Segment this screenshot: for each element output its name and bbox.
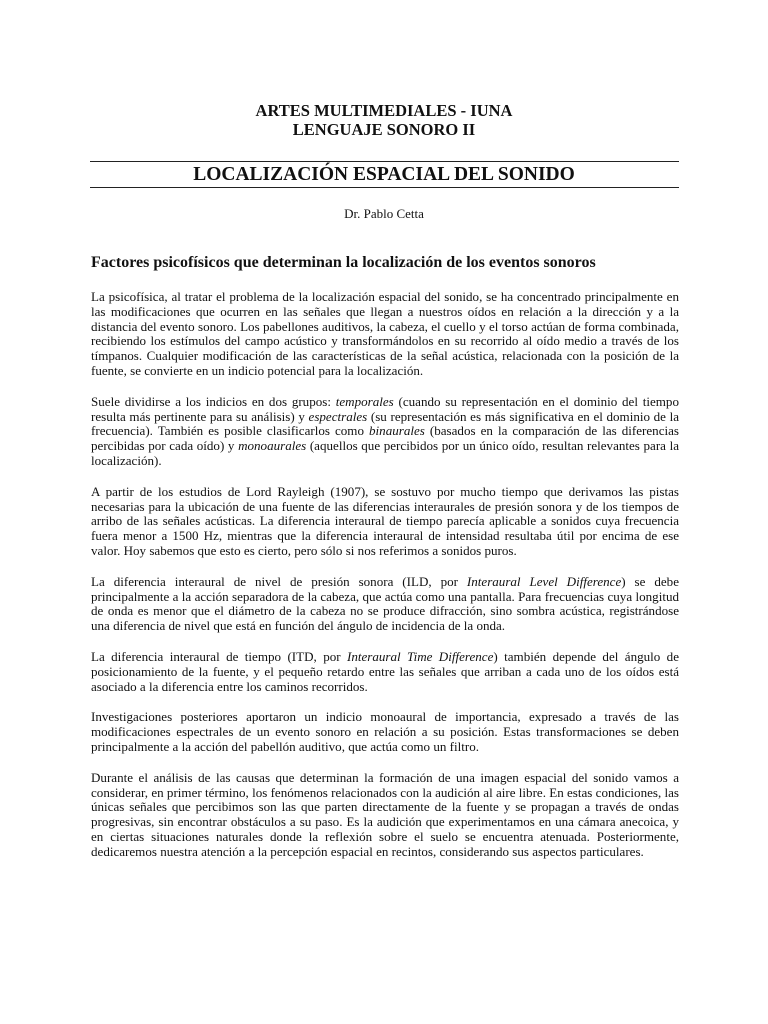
paragraph-2-text-c: (su representación es más significativa en el dominio de la frecuencia). También es posible clasificarlos como (91, 408, 680, 439)
paragraph-2-text-e: (aquellos que percibidos por un único oído, resultan relevantes para la localización). (91, 438, 679, 468)
paragraph-1: La psicofísica, al tratar el problema de la localización espacial del sonido, se ha concentrado principalmente en las modificaciones que ocurren en las señales que llegan a nuestros oídos en relación a la dirección y a la distancia del evento sonoro. Los pabellones auditivos, la cabeza, el cuello y el torso actúan de forma combinada, recibiendo los estímulos del campo acústico y transformándolos en su recorrido al oído medio a través de los tímpanos. Cualquier modificación de las características de la señal acústica, relacionada con la posición de la fuente, se convierte en un indicio potencial para la localización. (91, 289, 679, 378)
term-interaural-time-difference: Interaural Time Difference (347, 648, 494, 664)
paragraph-3: A partir de los estudios de Lord Rayleigh (1907), se sostuvo por mucho tiempo que derivamos las pistas necesarias para la ubicación de una fuente de las diferencias interaurales de presión sonora y de los tiempos de arribo de las señales acústicas. La diferencia interaural de tiempo parecía aplicable a sonidos cuya frecuencia fuera menor a 1500 Hz, mientras que la diferencia interaural de intensidad resultaba útil por encima de ese valor. Hoy sabemos que esto es cierto, pero sólo si nos referimos a sonidos puros. (91, 483, 679, 558)
document-author: Dr. Pablo Cetta (344, 206, 424, 221)
paragraph-4-text-a: La diferencia interaural de nivel de presión sonora (ILD, por (91, 573, 467, 589)
paragraph-7: Durante el análisis de las causas que determinan la formación de una imagen espacial del sonido vamos a considerar, en primer término, los fenómenos relacionados con la audición al aire libre. En estas condiciones, las únicas señales que percibimos son las que parten directamente de la fuente y se propagan a través de ondas progresivas, sin encontrar obstáculos a su paso. Es la audición que experimentamos en una cámara anecoica, y en ciertas situaciones naturales donde la reflexión sobre el suelo se encuentra atenuada. Posteriormente, dedicaremos nuestra atención a la percepción espacial en recintos, considerando sus aspectos particulares. (91, 769, 679, 859)
paragraph-2-text-d: (basados en la comparación de las diferencias percibidas por cada oído) y (91, 423, 679, 454)
title-rule-top (90, 161, 679, 162)
term-binaurales: binaurales (369, 423, 425, 439)
document-header (0, 101, 768, 139)
paragraph-2-text-a: Suele dividirse a los indicios en dos grupos: (91, 393, 336, 409)
paragraph-5-text-b: ) también depende del ángulo de posicionamiento de la fuente, y el pequeño retardo entre las señales que arriban a cada uno de los oídos está asociado a la diferencia entre los caminos recorridos. (91, 648, 679, 694)
paragraph-5-text-a: La diferencia interaural de tiempo (ITD, por (91, 648, 347, 664)
term-espectrales: espectrales (308, 408, 368, 424)
term-interaural-level-difference: Interaural Level Difference (466, 573, 622, 589)
header-course: LENGUAJE SONORO II (292, 120, 476, 139)
paragraph-4 (91, 575, 679, 634)
paragraph-6: Investigaciones posteriores aportaron un indicio monoaural de importancia, expresado a través de las modificaciones espectrales de un evento sonoro en relación a su posición. Estas transformaciones se deben principalmente a la acción del pabellón auditivo, que actúa como un filtro. (91, 709, 679, 754)
section-heading: Factores psicofísicos que determinan la localización de los eventos sonoros (91, 254, 596, 271)
document-body (91, 290, 679, 876)
paragraph-4-text-b: ) se debe principalmente a la acción separadora de la cabeza, que actúa como una pantalla. Para frecuencias cuya longitud de onda es menor que el diámetro de la cabeza no se produce difracción, sino sombra acústica, registrándose una diferencia de nivel que está en función del ángulo de incidencia de la onda. (91, 573, 679, 634)
term-temporales: temporales (335, 393, 394, 409)
header-institution: ARTES MULTIMEDIALES - IUNA (255, 101, 513, 120)
paragraph-2 (91, 395, 679, 469)
title-rule-bottom (90, 187, 679, 188)
document-title: LOCALIZACIÓN ESPACIAL DEL SONIDO (193, 164, 575, 185)
paragraph-2-text-b: (cuando su representación en el dominio del tiempo resulta más pertinente para su análisis) y (91, 393, 679, 424)
term-monoaurales: monoaurales (238, 438, 307, 454)
paragraph-5 (91, 650, 679, 694)
